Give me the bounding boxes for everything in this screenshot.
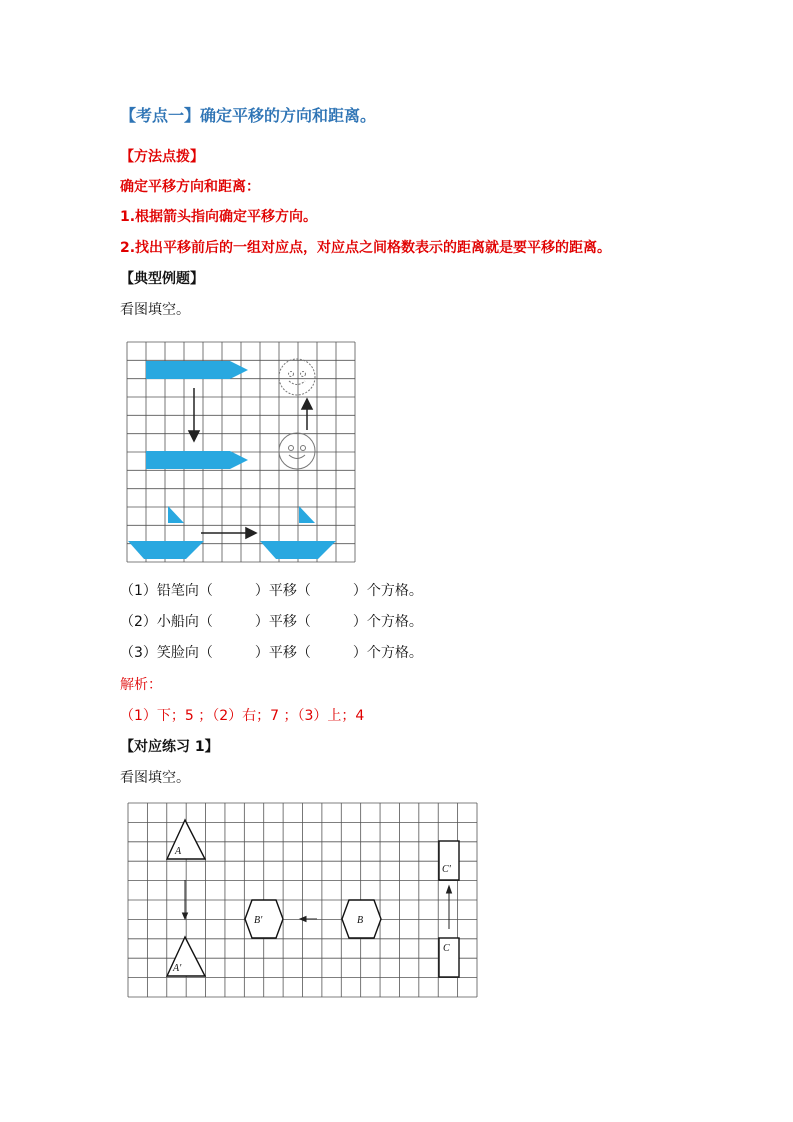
label-b-prime: B': [254, 915, 263, 926]
analysis-answer: （1）下；5 ；（2）右；7 ；（3）上；4: [120, 708, 365, 724]
example-question-1: （1）铅笔向（ ）平移（ ）个方格。: [120, 583, 423, 599]
example-figure: [126, 341, 356, 563]
up-arrow-icon: [447, 886, 452, 929]
section-heading: 【考点一】确定平移的方向和距离。: [120, 106, 377, 125]
practice-instruction: 看图填空。: [120, 770, 190, 786]
smiley-after-icon: [279, 433, 315, 469]
method-step-1: 1.根据箭头指向确定平移方向。: [120, 209, 318, 225]
boat-before: [128, 506, 204, 559]
analysis-label: 解析：: [120, 677, 162, 693]
method-intro: 确定平移方向和距离：: [120, 179, 260, 195]
down-arrow-icon: [189, 388, 199, 441]
hexagon-b-prime: [245, 900, 283, 938]
practice-label: 【对应练习 1】: [120, 739, 219, 755]
up-arrow-icon: [302, 399, 312, 430]
triangle-a: [167, 820, 205, 859]
method-step-2: 2.找出平移前后的一组对应点，对应点之间格数表示的距离就是要平移的距离。: [120, 240, 612, 256]
label-c-prime: C': [442, 864, 451, 875]
down-arrow-icon: [183, 880, 188, 919]
practice-figure: [127, 802, 478, 998]
pencil-after: [146, 451, 248, 469]
smiley-before-icon: [279, 359, 315, 395]
method-label: 【方法点拨】: [120, 149, 204, 165]
label-a-prime: A': [173, 963, 182, 974]
example-question-2: （2）小船向（ ）平移（ ）个方格。: [120, 614, 423, 630]
example-question-3: （3）笑脸向（ ）平移（ ）个方格。: [120, 645, 423, 661]
example-instruction: 看图填空。: [120, 302, 190, 318]
label-c: C: [443, 943, 450, 954]
label-a: A: [175, 846, 182, 857]
label-b: B: [357, 915, 364, 926]
pencil-before: [146, 361, 248, 379]
right-arrow-icon: [201, 528, 256, 538]
example-label: 【典型例题】: [120, 271, 204, 287]
